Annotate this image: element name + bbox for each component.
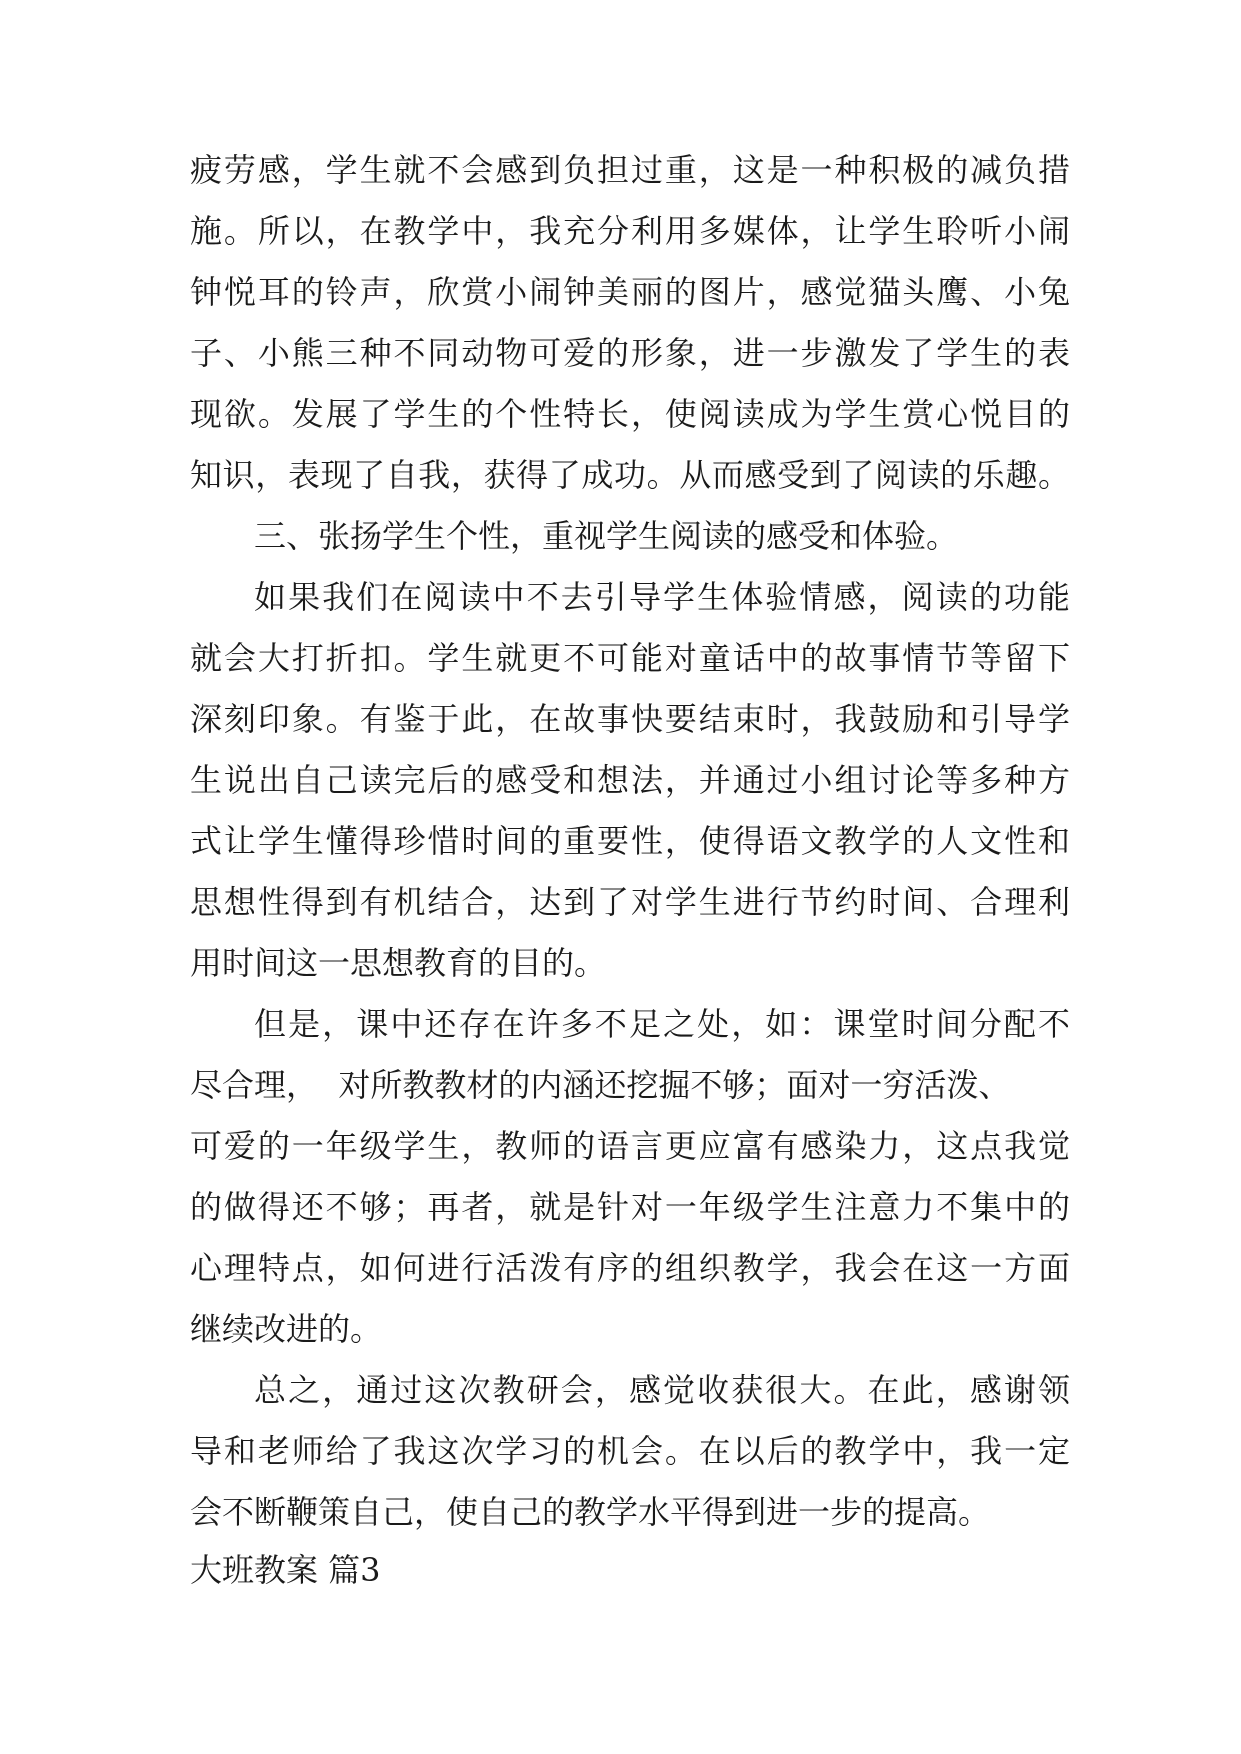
body-text-line: 疲劳感，学生就不会感到负担过重，这是一种积极的减负措 [190, 151, 1070, 189]
body-text-line: 知识，表现了自我，获得了成功。从而感受到了阅读的乐趣。 [190, 456, 1070, 494]
body-text-line: 深刻印象。有鉴于此，在故事快要结束时，我鼓励和引导学 [190, 700, 1070, 738]
body-text-line: 就会大打折扣。学生就更不可能对童话中的故事情节等留下 [190, 639, 1070, 677]
body-text-line: 的做得还不够；再者，就是针对一年级学生注意力不集中的 [190, 1188, 1070, 1226]
body-text-line: 式让学生懂得珍惜时间的重要性，使得语文教学的人文性和 [190, 822, 1070, 860]
body-text-line: 子、小熊三种不同动物可爱的形象，进一步激发了学生的表 [190, 334, 1070, 372]
body-text-line: 但是，课中还存在许多不足之处，如：课堂时间分配不 [254, 1005, 1070, 1043]
body-text-line: 现欲。发展了学生的个性特长，使阅读成为学生赏心悦目的 [190, 395, 1070, 433]
body-text-line: 钟悦耳的铃声，欣赏小闹钟美丽的图片，感觉猫头鹰、小兔 [190, 273, 1070, 311]
body-text-line: 施。所以，在教学中，我充分利用多媒体，让学生聆听小闹 [190, 212, 1070, 250]
body-text-line: 尽合理， 对所教教材的内涵还挖掘不够；面对一穷活泼、 [190, 1066, 1011, 1104]
body-text-line: 如果我们在阅读中不去引导学生体验情感，阅读的功能 [254, 578, 1070, 616]
body-text-line: 生说出自己读完后的感受和想法，并通过小组讨论等多种方 [190, 761, 1070, 799]
body-text-line: 会不断鞭策自己，使自己的教学水平得到进一步的提高。 [190, 1493, 991, 1531]
body-text-line: 总之，通过这次教研会，感觉收获很大。在此，感谢领 [254, 1371, 1070, 1409]
section-heading: 三、张扬学生个性，重视学生阅读的感受和体验。 [254, 517, 959, 555]
body-text-line: 思想性得到有机结合，达到了对学生进行节约时间、合理利 [190, 883, 1070, 921]
body-text-line: 导和老师给了我这次学习的机会。在以后的教学中，我一定 [190, 1432, 1070, 1470]
body-text-line: 心理特点，如何进行活泼有序的组织教学，我会在这一方面 [190, 1249, 1070, 1287]
body-text-line: 可爱的一年级学生，教师的语言更应富有感染力，这点我觉 [190, 1127, 1070, 1165]
body-text-line: 用时间这一思想教育的目的。 [190, 944, 607, 982]
section-title: 大班教案 篇3 [190, 1551, 381, 1589]
body-text-line: 继续改进的。 [190, 1310, 383, 1348]
